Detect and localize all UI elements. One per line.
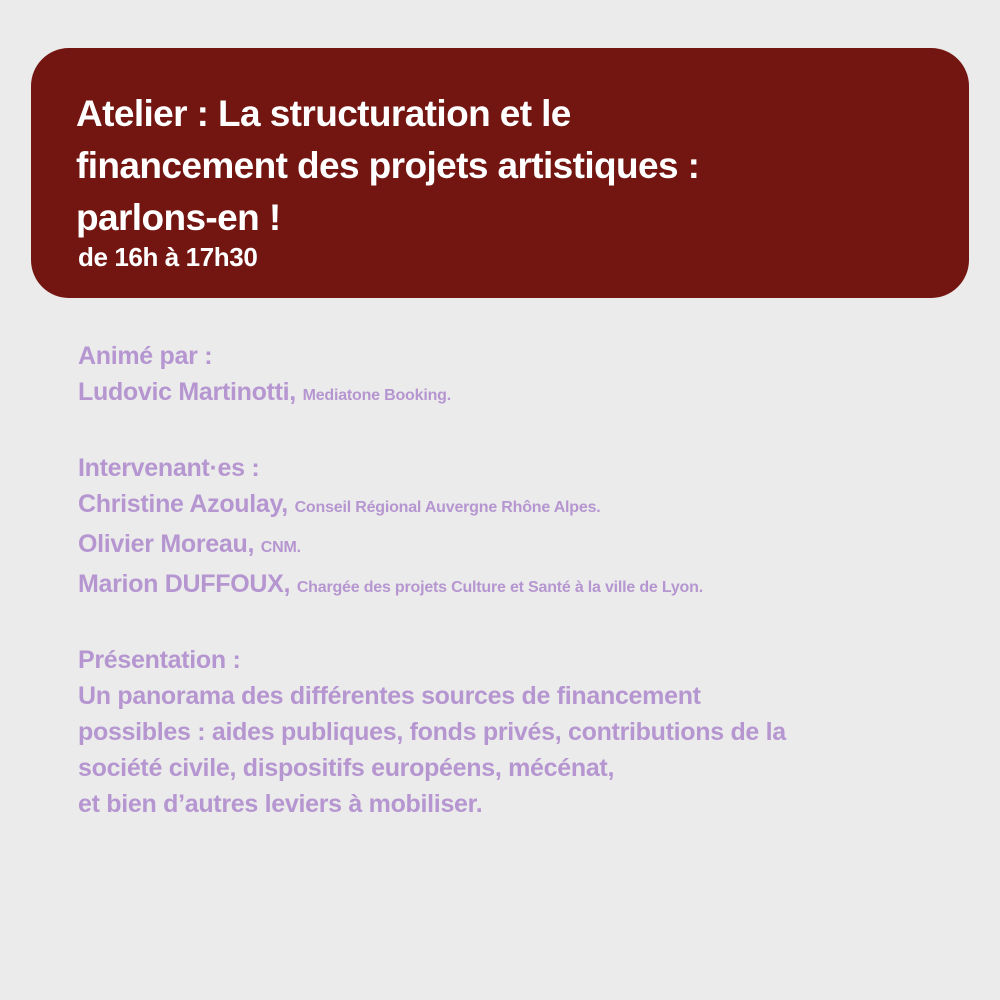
workshop-title [76,88,896,244]
person-role: Chargée des projets Culture et Santé à la ville de Lyon. [296,579,703,596]
speakers-heading: Intervenant·es : [78,454,260,482]
section-spacer [78,606,958,642]
person-role: Mediatone Booking. [302,387,451,404]
person-role: Conseil Régional Auvergne Rhône Alpes. [294,499,601,516]
person-name: Christine Azoulay, [78,490,288,518]
host-entry [78,374,958,414]
workshop-time: de 16h à 17h30 [78,242,258,272]
person-name: Ludovic Martinotti, [78,378,296,406]
person-name: Olivier Moreau, [78,530,255,558]
workshop-details [78,338,958,822]
person-name: Marion DUFFOUX, [78,570,291,598]
workshop-title-line: financement des projets artistiques : [76,145,700,186]
person-role: CNM. [260,539,301,556]
presentation-text-line: et bien d’autres leviers à mobiliser. [78,790,483,818]
speaker-entry [78,486,958,526]
workshop-title-line: parlons-en ! [76,197,281,238]
presentation-text-line: possibles : aides publiques, fonds privés, contributions de la [78,718,786,746]
speaker-entry [78,526,958,566]
workshop-title-line: Atelier : La structuration et le [76,93,571,134]
speaker-entry [78,566,958,606]
host-heading: Animé par : [78,342,213,370]
presentation-heading: Présentation : [78,646,241,674]
presentation-text-line: Un panorama des différentes sources de financement [78,682,701,710]
section-spacer [78,414,958,450]
presentation-text-line: société civile, dispositifs européens, mécénat, [78,754,615,782]
